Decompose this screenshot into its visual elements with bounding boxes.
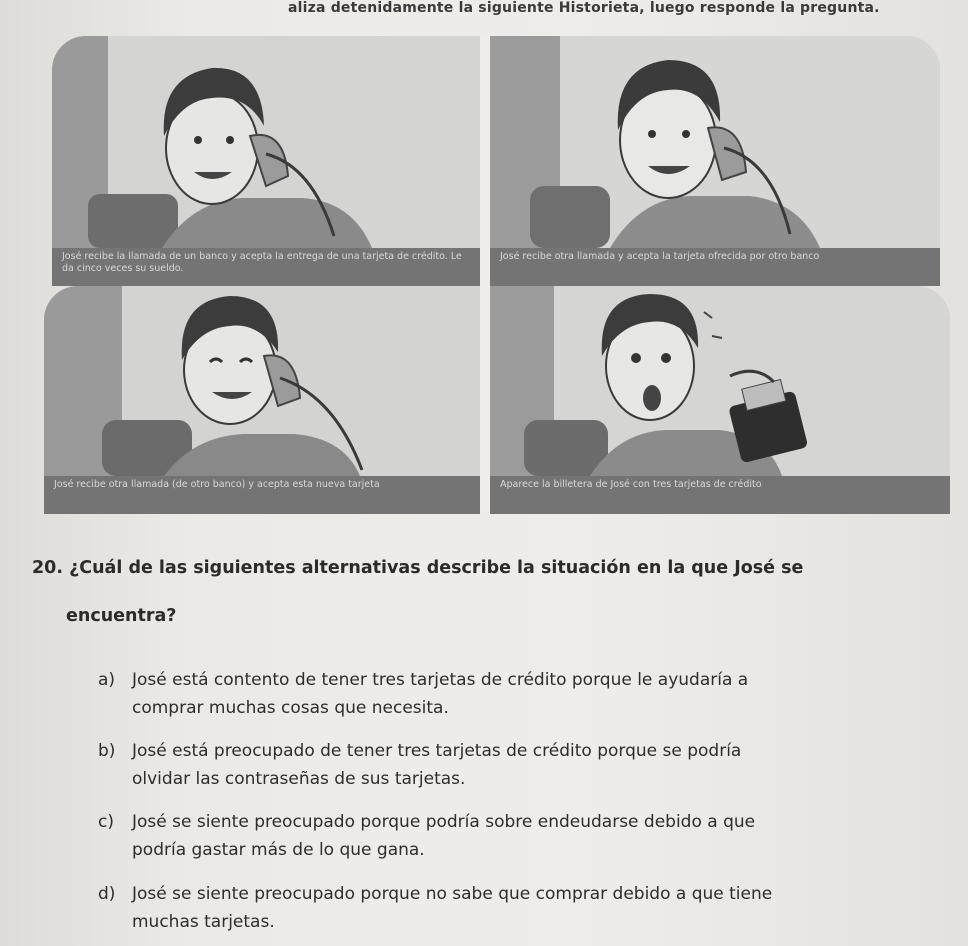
comic-panel-1 bbox=[52, 36, 480, 286]
question-text bbox=[32, 556, 912, 580]
boy-on-phone-illustration bbox=[52, 36, 480, 248]
option-text-continued: olvidar las contraseñas de sus tarjetas. bbox=[132, 769, 466, 789]
boy-on-phone-illustration bbox=[490, 36, 940, 248]
option-c[interactable] bbox=[98, 808, 906, 864]
option-letter: c) bbox=[98, 812, 114, 832]
option-text: José está preocupado de tener tres tarjetas de crédito porque se podría bbox=[132, 741, 742, 761]
comic-panel-3 bbox=[44, 286, 480, 514]
panel-caption: José recibe otra llamada y acepta la tarjeta ofrecida por otro banco bbox=[490, 248, 940, 286]
comic-row-1 bbox=[52, 36, 940, 286]
option-letter: a) bbox=[98, 670, 116, 690]
comic-row-2 bbox=[44, 286, 950, 514]
option-letter: b) bbox=[98, 741, 116, 761]
question-line-2: encuentra? bbox=[66, 606, 177, 626]
option-a[interactable] bbox=[98, 666, 906, 722]
option-text: José está contento de tener tres tarjetas de crédito porque le ayudaría a bbox=[132, 670, 749, 690]
panel-divider bbox=[480, 36, 490, 286]
option-b[interactable] bbox=[98, 737, 906, 793]
worried-boy-wallet-illustration bbox=[490, 286, 950, 476]
panel-divider bbox=[480, 286, 490, 514]
panel-caption: Aparece la billetera de José con tres tarjetas de crédito bbox=[490, 476, 950, 514]
comic-panel-2 bbox=[490, 36, 940, 286]
option-text-continued: podría gastar más de lo que gana. bbox=[132, 840, 425, 860]
option-text-continued: comprar muchas cosas que necesita. bbox=[132, 698, 449, 718]
option-text: José se siente preocupado porque no sabe que comprar debido a que tiene bbox=[132, 884, 773, 904]
question-line-1: 20. ¿Cuál de las siguientes alternativas describe la situación en la que José se bbox=[32, 558, 804, 578]
option-d[interactable] bbox=[98, 880, 906, 936]
option-text-continued: muchas tarjetas. bbox=[132, 912, 275, 932]
instruction-text: aliza detenidamente la siguiente Historieta, luego responde la pregunta. bbox=[288, 0, 880, 16]
boy-on-phone-illustration bbox=[44, 286, 480, 476]
panel-caption: José recibe otra llamada (de otro banco) y acepta esta nueva tarjeta bbox=[44, 476, 480, 514]
panel-caption: José recibe la llamada de un banco y acepta la entrega de una tarjeta de crédito. Le da cinco veces su sueldo. bbox=[52, 248, 480, 286]
option-letter: d) bbox=[98, 884, 116, 904]
comic-panel-4 bbox=[490, 286, 950, 514]
option-text: José se siente preocupado porque podría sobre endeudarse debido a que bbox=[132, 812, 756, 832]
